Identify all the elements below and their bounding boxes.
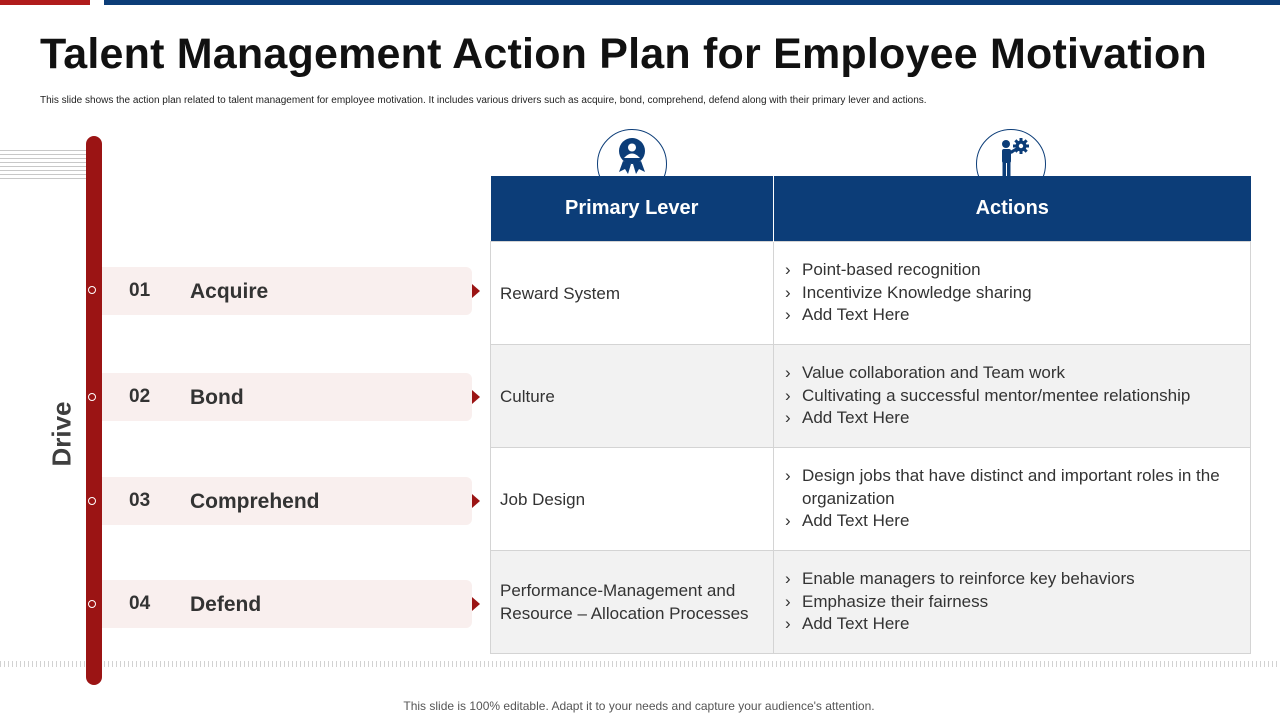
action-item: › Add Text Here — [785, 613, 1242, 636]
timeline-dot — [88, 600, 96, 608]
table-row — [491, 551, 1251, 654]
table-header-row — [491, 176, 1251, 242]
page-subtitle: This slide shows the action plan related to talent management for employee motivation. It includes various drivers such as acquire, bond, comprehend, defend along with their primary lever and actions. — [40, 95, 927, 106]
arrow-right-icon — [472, 284, 480, 298]
driver-item-acquire[interactable] — [102, 267, 472, 315]
lever-cell: Reward System — [491, 242, 774, 345]
arrow-right-icon — [472, 390, 480, 404]
timeline-dot — [88, 497, 96, 505]
action-item: › Value collaboration and Team work — [785, 362, 1242, 385]
action-item: › Cultivating a successful mentor/mentee relationship — [785, 385, 1242, 408]
bottom-divider — [0, 661, 1280, 667]
footer-note: This slide is 100% editable. Adapt it to your needs and capture your audience's attention. — [403, 699, 875, 713]
arrow-right-icon — [472, 597, 480, 611]
driver-label: Comprehend — [190, 490, 320, 513]
driver-number: 04 — [129, 593, 151, 614]
lever-cell: Performance-Management and Resource – Allocation Processes — [491, 551, 774, 654]
header-actions: Actions — [774, 176, 1251, 242]
driver-number: 02 — [129, 386, 151, 407]
action-list — [785, 362, 1242, 430]
driver-item-comprehend[interactable] — [102, 477, 472, 525]
action-list — [785, 259, 1242, 327]
driver-item-bond[interactable] — [102, 373, 472, 421]
top-accent-red — [0, 0, 90, 5]
action-item: › Add Text Here — [785, 407, 1242, 430]
action-plan-table — [490, 176, 1251, 654]
driver-label: Acquire — [190, 280, 269, 303]
action-item: › Enable managers to reinforce key behaviors — [785, 568, 1242, 591]
action-item: › Incentivize Knowledge sharing — [785, 282, 1242, 305]
table-row — [491, 242, 1251, 345]
driver-item-defend[interactable] — [102, 580, 472, 628]
driver-number: 01 — [129, 280, 151, 301]
actions-cell — [774, 242, 1251, 345]
header-primary-lever: Primary Lever — [491, 176, 774, 242]
action-item: › Point-based recognition — [785, 259, 1242, 282]
page-title: Talent Management Action Plan for Employee Motivation — [40, 30, 1207, 78]
action-item: › Design jobs that have distinct and important roles in the organization — [785, 465, 1242, 510]
lever-cell: Job Design — [491, 448, 774, 551]
driver-number: 03 — [129, 490, 151, 511]
driver-label: Bond — [190, 386, 244, 409]
award-badge-icon — [617, 138, 647, 176]
drive-label: Drive — [46, 401, 77, 467]
arrow-right-icon — [472, 494, 480, 508]
top-accent-blue — [104, 0, 1280, 5]
actions-cell — [774, 345, 1251, 448]
person-gear-icon — [996, 138, 1030, 178]
action-item: › Emphasize their fairness — [785, 591, 1242, 614]
action-list — [785, 568, 1242, 636]
action-list — [785, 465, 1242, 533]
timeline-dot — [88, 286, 96, 294]
action-item: › Add Text Here — [785, 304, 1242, 327]
table-row — [491, 448, 1251, 551]
lever-cell: Culture — [491, 345, 774, 448]
actions-cell — [774, 448, 1251, 551]
actions-cell — [774, 551, 1251, 654]
action-item: › Add Text Here — [785, 510, 1242, 533]
driver-label: Defend — [190, 593, 262, 616]
table-row — [491, 345, 1251, 448]
timeline-dot — [88, 393, 96, 401]
